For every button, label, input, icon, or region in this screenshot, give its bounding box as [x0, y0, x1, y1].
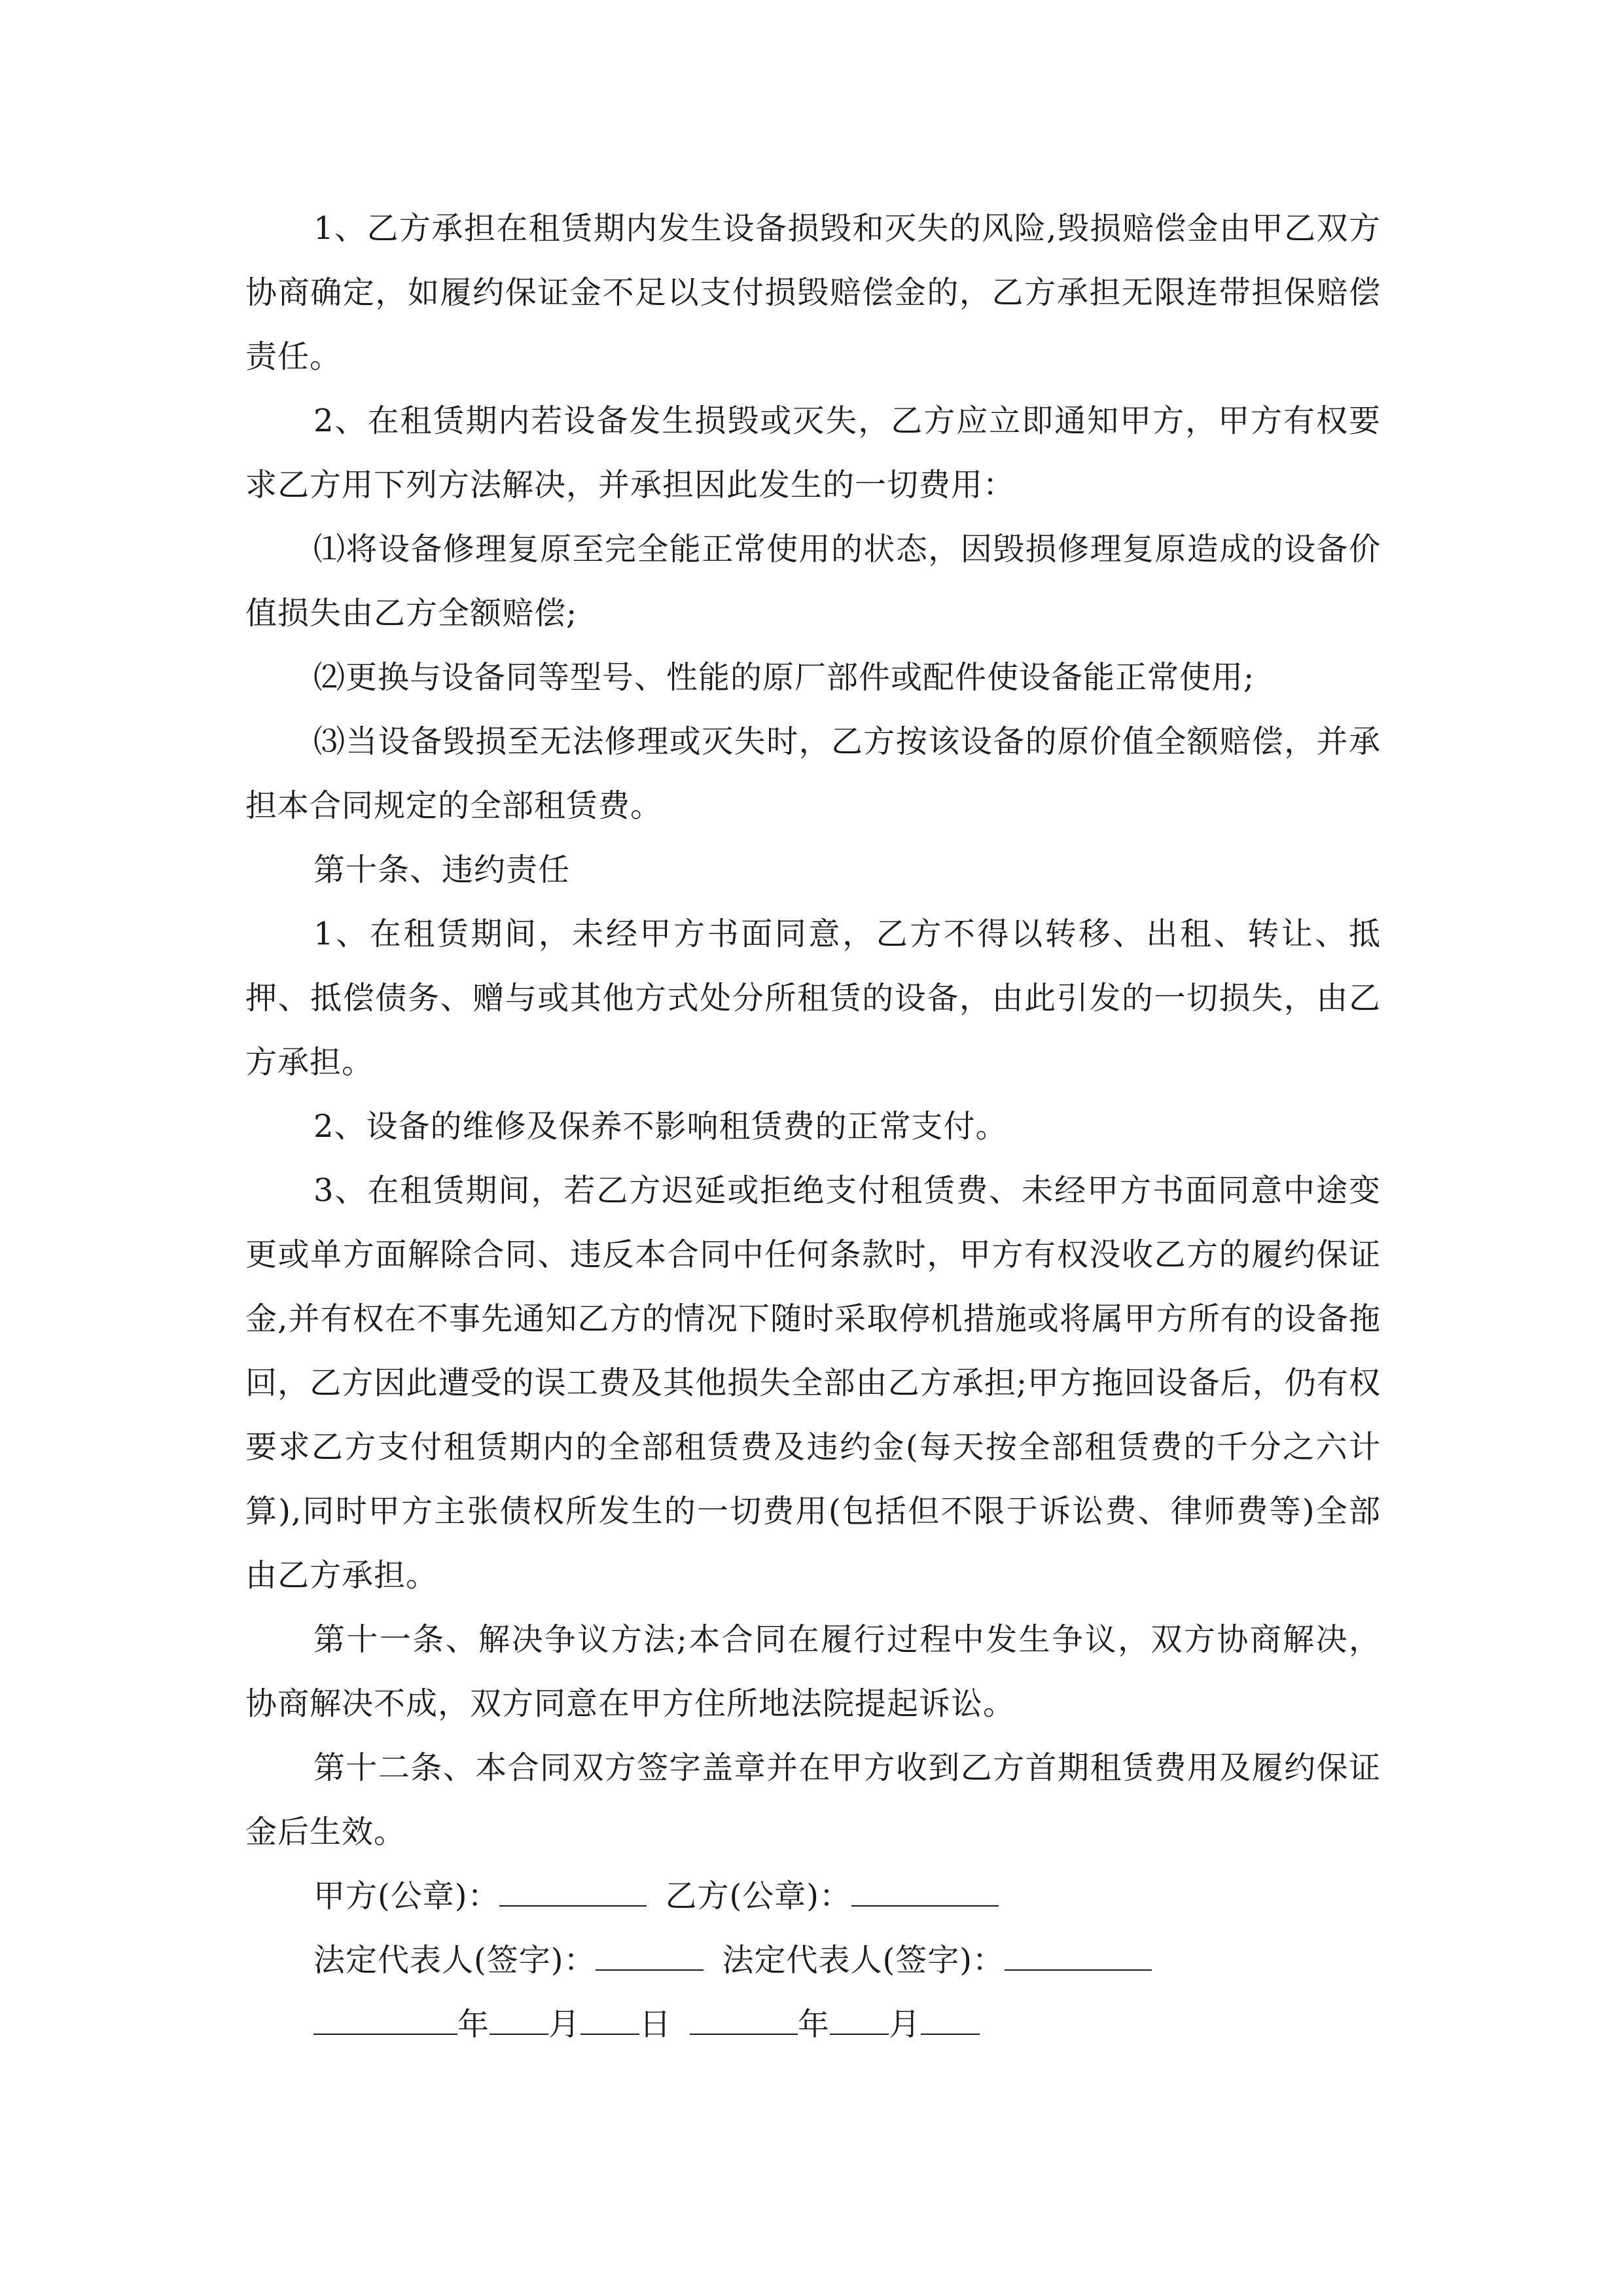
day-label-a: 日 [639, 2006, 672, 2043]
party-b-seal-label: 乙方(公章)： [665, 1878, 851, 1914]
year-label-a: 年 [457, 2006, 490, 2043]
breach-clause-1: 1、在租赁期间，未经甲方书面同意，乙方不得以转移、出租、转让、抵押、抵偿债务、赠与或其他方式处分所租赁的设备，由此引发的一切损失，由乙方承担。 [245, 916, 1381, 1081]
representative-line [245, 1928, 1381, 1992]
contract-body [245, 196, 1381, 2056]
seal-line [245, 1864, 1381, 1928]
date-b-month-blank[interactable] [830, 2007, 889, 2035]
breach-clause-3: 3、在租赁期间，若乙方迟延或拒绝支付租赁费、未经甲方书面同意中途变更或单方面解除合同、违反本合同中任何条款时，甲方有权没收乙方的履约保证金,并有权在不事先通知乙方的情况下随时采取停机措施或将属甲方所有的设备拖回，乙方因此遭受的误工费及其他损失全部由乙方承担;甲方拖回设备后，仍有权要求乙方支付租赁期内的全部租赁费及违约金(每天按全部租赁费的千分之六计算),同时甲方主张债权所发生的一切费用(包括但不限于诉讼费、律师费等)全部由乙方承担。 [245, 1172, 1381, 1594]
date-a-day-blank[interactable] [580, 2007, 639, 2035]
risk-clause-2: 2、在租赁期内若设备发生损毁或灭失，乙方应立即通知甲方，甲方有权要求乙方用下列方法解决，并承担因此发生的一切费用： [245, 403, 1381, 503]
month-label-b: 月 [889, 2006, 921, 2043]
party-b-seal-blank[interactable] [851, 1879, 999, 1907]
date-a-month-blank[interactable] [490, 2007, 548, 2035]
risk-clause-2-b: ⑵更换与设备同等型号、性能的原厂部件或配件使设备能正常使用; [313, 659, 1255, 696]
year-label-b: 年 [798, 2006, 830, 2043]
party-a-seal-label: 甲方(公章)： [313, 1878, 500, 1914]
article-12: 第十二条、本合同双方签字盖章并在甲方收到乙方首期租赁费用及履约保证金后生效。 [245, 1749, 1381, 1850]
risk-clause-2-c: ⑶当设备毁损至无法修理或灭失时，乙方按该设备的原价值全额赔偿，并承担本合同规定的全部租赁费。 [245, 723, 1381, 824]
breach-clause-2: 2、设备的维修及保养不影响租赁费的正常支付。 [313, 1108, 1008, 1145]
rep-b-signature-blank[interactable] [1005, 1943, 1152, 1971]
date-line [245, 1992, 1381, 2056]
rep-b-label: 法定代表人(签字)： [722, 1942, 1005, 1979]
article-10-title: 第十条、违约责任 [313, 852, 571, 888]
article-11: 第十一条、解决争议方法;本合同在履行过程中发生争议，双方协商解决，协商解决不成，双方同意在甲方住所地法院提起诉讼。 [245, 1621, 1381, 1722]
month-label-a: 月 [548, 2006, 581, 2043]
party-a-seal-blank[interactable] [499, 1879, 647, 1907]
date-b-year-blank[interactable] [690, 2007, 798, 2035]
date-a-year-blank[interactable] [313, 2007, 457, 2035]
rep-a-signature-blank[interactable] [596, 1943, 704, 1971]
risk-clause-2-a: ⑴将设备修理复原至完全能正常使用的状态，因毁损修理复原造成的设备价值损失由乙方全额赔偿; [245, 531, 1381, 632]
risk-clause-1: 1、乙方承担在租赁期内发生设备损毁和灭失的风险,毁损赔偿金由甲乙双方协商确定，如履约保证金不足以支付损毁赔偿金的，乙方承担无限连带担保赔偿责任。 [245, 210, 1381, 375]
date-b-day-blank[interactable] [921, 2007, 980, 2035]
rep-a-label: 法定代表人(签字)： [313, 1942, 596, 1979]
